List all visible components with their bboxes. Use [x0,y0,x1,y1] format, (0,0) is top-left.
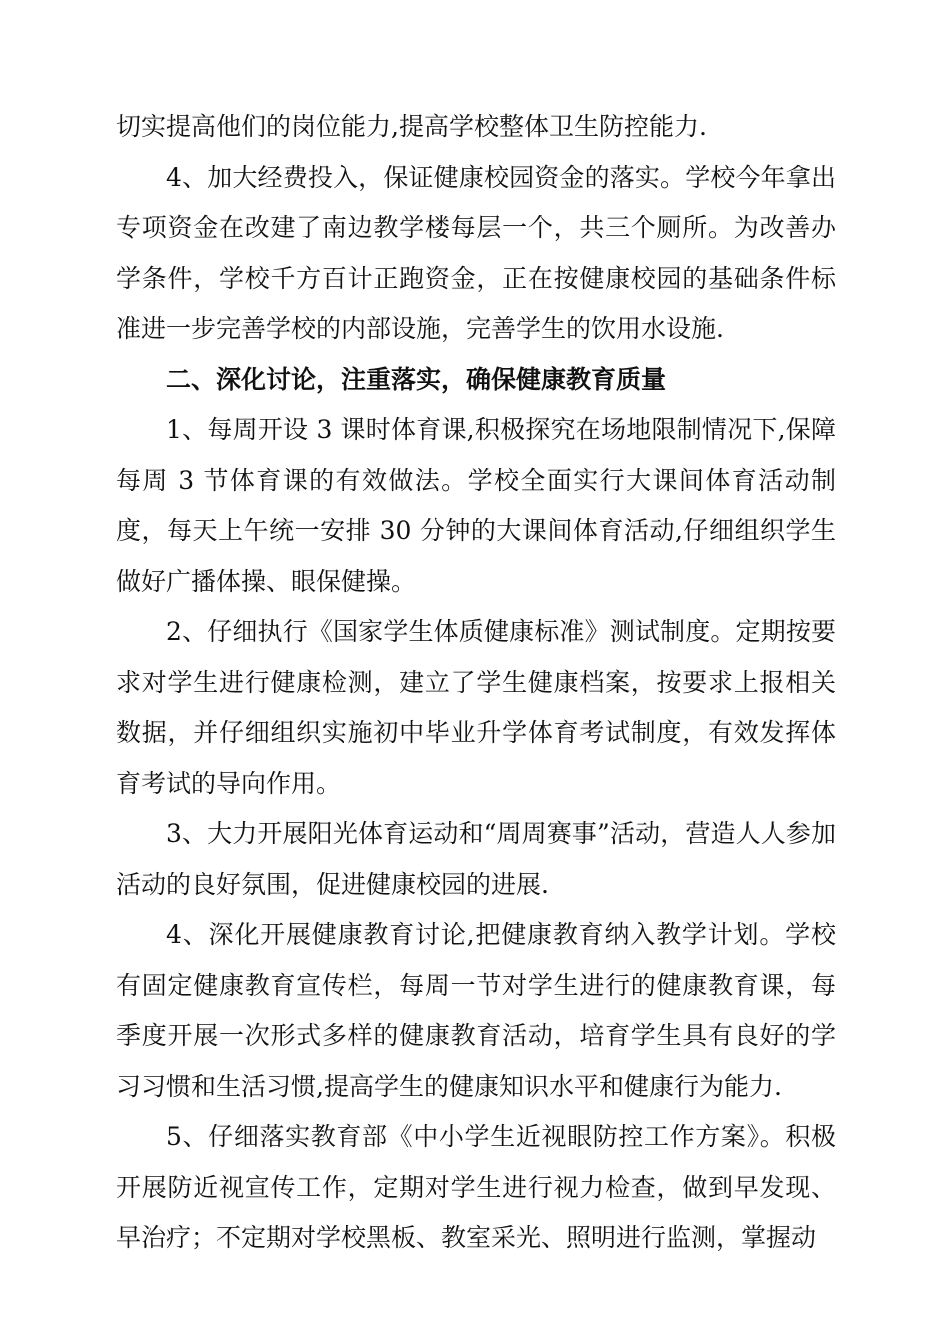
document-body [116,102,836,1264]
paragraph-item-2-health-standard: 2、仔细执行《国家学生体质健康标准》测试制度。定期按要求对学生进行健康检测，建立了学生健康档案，按要求上报相关数据，并仔细组织实施初中毕业升学体育考试制度，有效发挥体育考试的导向作用。 [116,617,836,798]
section-heading-2: 二、深化讨论，注重落实，确保健康教育质量 [166,364,667,394]
paragraph-item-1-pe-classes: 1、每周开设 3 课时体育课,积极探究在场地限制情况下,保障每周 3 节体育课的有效做法。学校全面实行大课间体育活动制度，每天上午统一安排 30 分钟的大课间体育活动,仔细组织学生做好广播体操、眼保健操。 [116,415,836,596]
paragraph-continuation: 切实提高他们的岗位能力,提高学校整体卫生防控能力. [116,112,707,141]
paragraph-item-4-funding: 4、加大经费投入，保证健康校园资金的落实。学校今年拿出专项资金在改建了南边教学楼每层一个，共三个厕所。为改善办学条件，学校千方百计正跑资金，正在按健康校园的基础条件标准进一步完善学校的内部设施，完善学生的饮用水设施. [116,162,836,343]
paragraph-item-5-myopia-prevention: 5、仔细落实教育部《中小学生近视眼防控工作方案》。积极开展防近视宣传工作，定期对学生进行视力检查，做到早发现、早治疗；不定期对学校黑板、教室采光、照明进行监测，掌握动 [116,1122,836,1252]
paragraph-item-4-health-education: 4、深化开展健康教育讨论,把健康教育纳入教学计划。学校有固定健康教育宣传栏，每周一节对学生进行的健康教育课，每季度开展一次形式多样的健康教育活动，培育学生具有良好的学习习惯和生活习惯,提高学生的健康知识水平和健康行为能力. [116,920,836,1101]
paragraph-item-3-sunshine-sports: 3、大力开展阳光体育运动和“周周赛事”活动，营造人人参加活动的良好氛围，促进健康校园的进展. [116,819,836,899]
